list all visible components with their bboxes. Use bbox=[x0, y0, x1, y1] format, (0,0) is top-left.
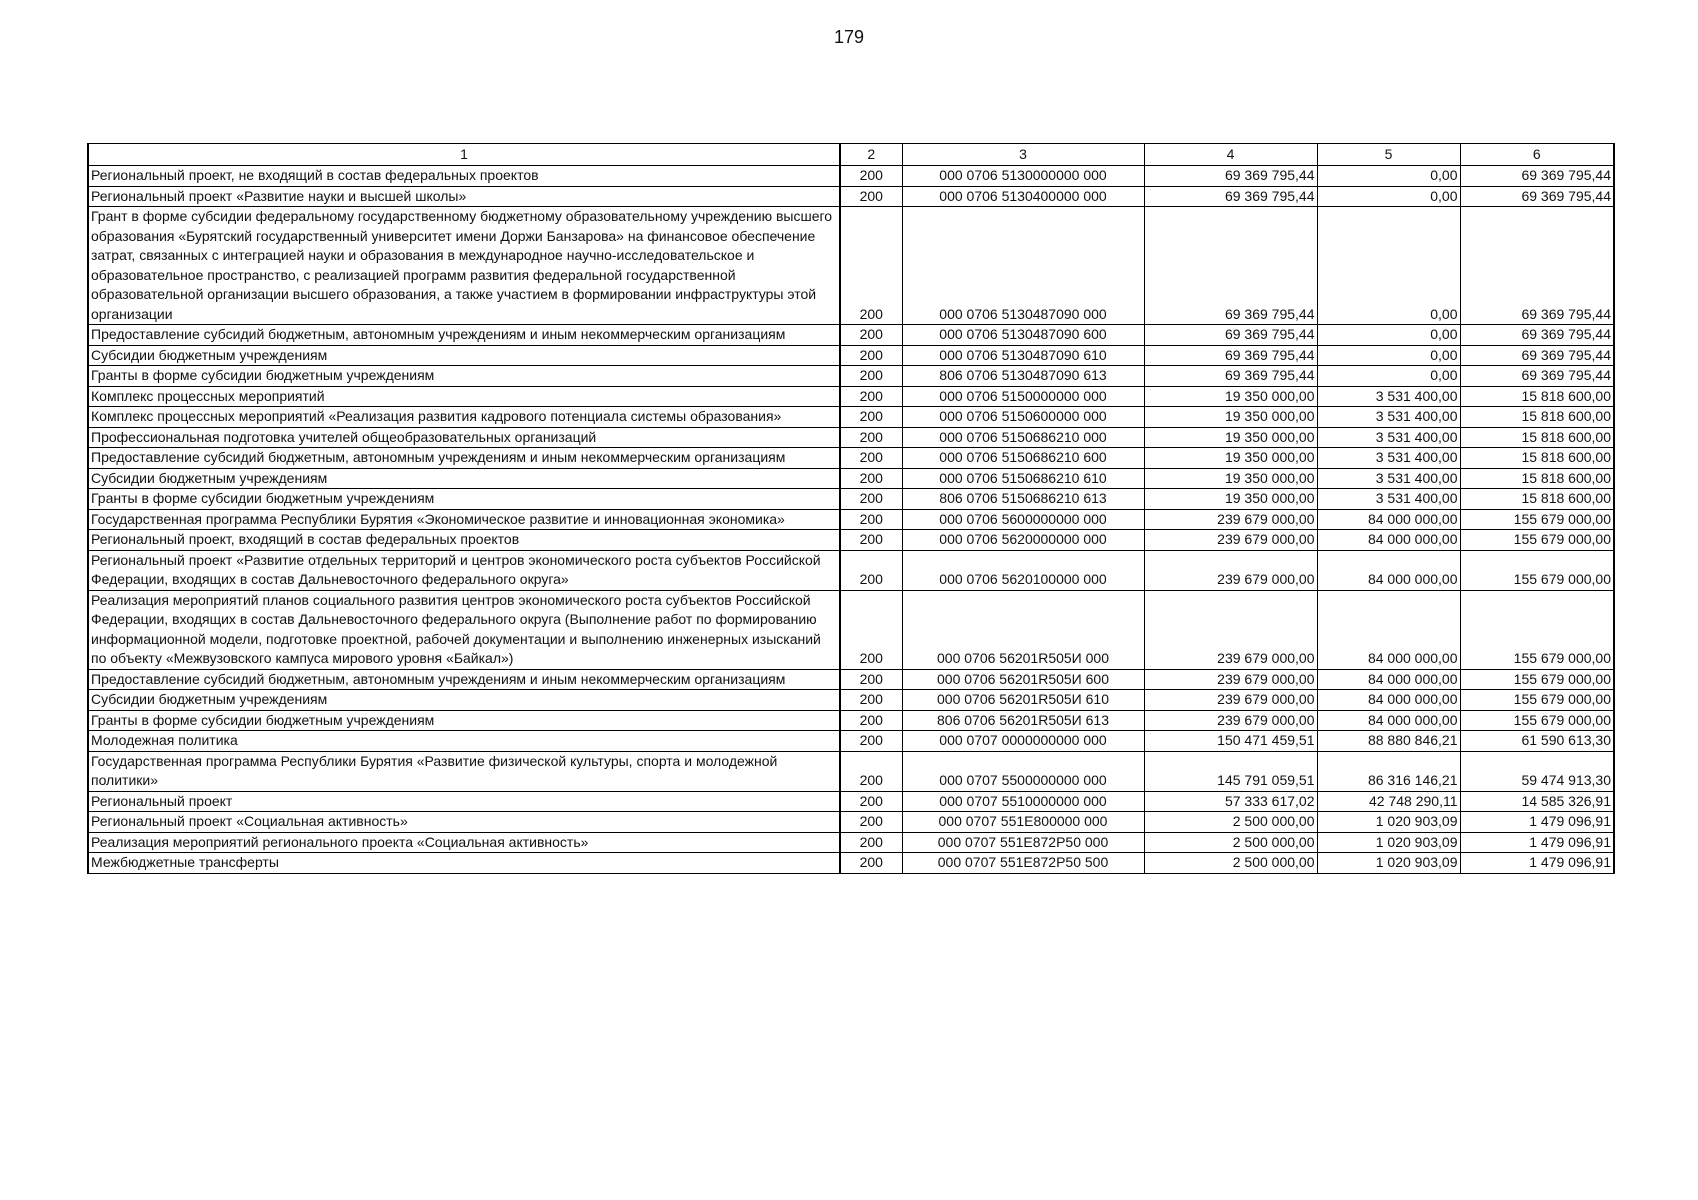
cell-approved: 69 369 795,44 bbox=[1144, 186, 1317, 207]
cell-grbs: 200 bbox=[840, 853, 902, 874]
cell-executed: 3 531 400,00 bbox=[1317, 489, 1460, 510]
cell-remaining: 69 369 795,44 bbox=[1460, 366, 1614, 387]
cell-remaining: 1 479 096,91 bbox=[1460, 853, 1614, 874]
cell-approved: 2 500 000,00 bbox=[1144, 812, 1317, 833]
cell-code: 000 0706 5130000000 000 bbox=[902, 166, 1144, 187]
cell-executed: 0,00 bbox=[1317, 345, 1460, 366]
cell-remaining: 15 818 600,00 bbox=[1460, 407, 1614, 428]
cell-code: 806 0706 5130487090 613 bbox=[902, 366, 1144, 387]
cell-grbs: 200 bbox=[840, 366, 902, 387]
table-row bbox=[88, 489, 1614, 510]
cell-name: Региональный проект, входящий в состав федеральных проектов bbox=[88, 530, 840, 551]
cell-approved: 19 350 000,00 bbox=[1144, 489, 1317, 510]
cell-name: Предоставление субсидий бюджетным, автономным учреждениям и иным некоммерческим организациям bbox=[88, 669, 840, 690]
cell-executed: 1 020 903,09 bbox=[1317, 832, 1460, 853]
cell-code: 000 0706 5600000000 000 bbox=[902, 509, 1144, 530]
cell-grbs: 200 bbox=[840, 690, 902, 711]
cell-code: 000 0707 551E800000 000 bbox=[902, 812, 1144, 833]
cell-name: Гранты в форме субсидии бюджетным учреждениям bbox=[88, 710, 840, 731]
table-row bbox=[88, 812, 1614, 833]
cell-name: Предоставление субсидий бюджетным, автономным учреждениям и иным некоммерческим организациям bbox=[88, 325, 840, 346]
cell-executed: 0,00 bbox=[1317, 166, 1460, 187]
cell-code: 000 0707 551E872P50 000 bbox=[902, 832, 1144, 853]
cell-grbs: 200 bbox=[840, 751, 902, 791]
cell-executed: 84 000 000,00 bbox=[1317, 669, 1460, 690]
header-row bbox=[88, 144, 1614, 166]
table-row bbox=[88, 468, 1614, 489]
cell-remaining: 69 369 795,44 bbox=[1460, 166, 1614, 187]
cell-name: Субсидии бюджетным учреждениям bbox=[88, 468, 840, 489]
cell-code: 000 0706 56201R505И 000 bbox=[902, 590, 1144, 669]
cell-grbs: 200 bbox=[840, 832, 902, 853]
cell-executed: 0,00 bbox=[1317, 325, 1460, 346]
cell-name: Субсидии бюджетным учреждениям bbox=[88, 345, 840, 366]
cell-grbs: 200 bbox=[840, 590, 902, 669]
cell-name: Государственная программа Республики Бурятия «Экономическое развитие и инновационная экономика» bbox=[88, 509, 840, 530]
cell-executed: 84 000 000,00 bbox=[1317, 710, 1460, 731]
cell-executed: 86 316 146,21 bbox=[1317, 751, 1460, 791]
table-row bbox=[88, 325, 1614, 346]
cell-name: Государственная программа Республики Бурятия «Развитие физической культуры, спорта и молодежной политики» bbox=[88, 751, 840, 791]
cell-code: 000 0706 5150686210 000 bbox=[902, 427, 1144, 448]
cell-name: Гранты в форме субсидии бюджетным учреждениям bbox=[88, 489, 840, 510]
cell-name: Гранты в форме субсидии бюджетным учреждениям bbox=[88, 366, 840, 387]
table-row bbox=[88, 853, 1614, 874]
cell-executed: 0,00 bbox=[1317, 366, 1460, 387]
cell-grbs: 200 bbox=[840, 791, 902, 812]
cell-approved: 239 679 000,00 bbox=[1144, 509, 1317, 530]
cell-remaining: 14 585 326,91 bbox=[1460, 791, 1614, 812]
cell-approved: 69 369 795,44 bbox=[1144, 325, 1317, 346]
cell-code: 000 0706 5150686210 610 bbox=[902, 468, 1144, 489]
cell-code: 806 0706 56201R505И 613 bbox=[902, 710, 1144, 731]
cell-name: Предоставление субсидий бюджетным, автономным учреждениям и иным некоммерческим организациям bbox=[88, 448, 840, 469]
cell-approved: 19 350 000,00 bbox=[1144, 468, 1317, 489]
cell-grbs: 200 bbox=[840, 166, 902, 187]
cell-remaining: 155 679 000,00 bbox=[1460, 509, 1614, 530]
col-header-2: 2 bbox=[840, 144, 902, 166]
cell-remaining: 15 818 600,00 bbox=[1460, 448, 1614, 469]
cell-approved: 57 333 617,02 bbox=[1144, 791, 1317, 812]
cell-approved: 19 350 000,00 bbox=[1144, 448, 1317, 469]
cell-approved: 19 350 000,00 bbox=[1144, 407, 1317, 428]
cell-name: Реализация мероприятий планов социального развития центров экономического роста субъектов Российской Федерации, входящих в состав Дальневосточного федерального округа (Выполнение работ по формированию информационной модели, подготовке проектной, рабочей документации и выполнению инженерных изысканий по объекту «Межвузовского кампуса мирового уровня «Байкал») bbox=[88, 590, 840, 669]
cell-code: 000 0706 5150686210 600 bbox=[902, 448, 1144, 469]
cell-remaining: 69 369 795,44 bbox=[1460, 345, 1614, 366]
table-row bbox=[88, 186, 1614, 207]
cell-grbs: 200 bbox=[840, 550, 902, 590]
table-row bbox=[88, 407, 1614, 428]
cell-code: 000 0706 5150000000 000 bbox=[902, 386, 1144, 407]
cell-approved: 69 369 795,44 bbox=[1144, 166, 1317, 187]
cell-approved: 2 500 000,00 bbox=[1144, 832, 1317, 853]
col-header-1: 1 bbox=[88, 144, 840, 166]
cell-approved: 69 369 795,44 bbox=[1144, 366, 1317, 387]
cell-grbs: 200 bbox=[840, 325, 902, 346]
cell-remaining: 1 479 096,91 bbox=[1460, 832, 1614, 853]
cell-code: 000 0707 551E872P50 500 bbox=[902, 853, 1144, 874]
table-row bbox=[88, 710, 1614, 731]
cell-approved: 239 679 000,00 bbox=[1144, 530, 1317, 551]
cell-approved: 145 791 059,51 bbox=[1144, 751, 1317, 791]
table-row bbox=[88, 791, 1614, 812]
cell-executed: 3 531 400,00 bbox=[1317, 468, 1460, 489]
cell-grbs: 200 bbox=[840, 407, 902, 428]
cell-remaining: 155 679 000,00 bbox=[1460, 550, 1614, 590]
table-row bbox=[88, 530, 1614, 551]
cell-code: 000 0707 5510000000 000 bbox=[902, 791, 1144, 812]
table-row bbox=[88, 731, 1614, 752]
table-row bbox=[88, 550, 1614, 590]
cell-grbs: 200 bbox=[840, 386, 902, 407]
cell-executed: 84 000 000,00 bbox=[1317, 530, 1460, 551]
cell-name: Молодежная политика bbox=[88, 731, 840, 752]
cell-name: Комплекс процессных мероприятий bbox=[88, 386, 840, 407]
table-body bbox=[88, 166, 1614, 874]
cell-remaining: 15 818 600,00 bbox=[1460, 386, 1614, 407]
cell-executed: 0,00 bbox=[1317, 207, 1460, 325]
cell-name: Региональный проект «Социальная активность» bbox=[88, 812, 840, 833]
cell-remaining: 59 474 913,30 bbox=[1460, 751, 1614, 791]
cell-code: 000 0707 5500000000 000 bbox=[902, 751, 1144, 791]
cell-grbs: 200 bbox=[840, 530, 902, 551]
cell-remaining: 155 679 000,00 bbox=[1460, 669, 1614, 690]
cell-executed: 3 531 400,00 bbox=[1317, 407, 1460, 428]
cell-code: 000 0706 5620000000 000 bbox=[902, 530, 1144, 551]
cell-executed: 84 000 000,00 bbox=[1317, 509, 1460, 530]
cell-name: Профессиональная подготовка учителей общеобразовательных организаций bbox=[88, 427, 840, 448]
table-row bbox=[88, 207, 1614, 325]
cell-remaining: 15 818 600,00 bbox=[1460, 427, 1614, 448]
cell-name: Межбюджетные трансферты bbox=[88, 853, 840, 874]
cell-remaining: 15 818 600,00 bbox=[1460, 468, 1614, 489]
table-row bbox=[88, 509, 1614, 530]
cell-remaining: 69 369 795,44 bbox=[1460, 186, 1614, 207]
cell-executed: 0,00 bbox=[1317, 186, 1460, 207]
cell-approved: 69 369 795,44 bbox=[1144, 207, 1317, 325]
cell-executed: 84 000 000,00 bbox=[1317, 550, 1460, 590]
cell-name: Субсидии бюджетным учреждениям bbox=[88, 690, 840, 711]
cell-executed: 84 000 000,00 bbox=[1317, 590, 1460, 669]
col-header-3: 3 bbox=[902, 144, 1144, 166]
page-number: 179 bbox=[833, 27, 865, 47]
cell-approved: 239 679 000,00 bbox=[1144, 710, 1317, 731]
cell-executed: 3 531 400,00 bbox=[1317, 448, 1460, 469]
cell-approved: 19 350 000,00 bbox=[1144, 386, 1317, 407]
cell-grbs: 200 bbox=[840, 468, 902, 489]
cell-code: 000 0706 5130487090 000 bbox=[902, 207, 1144, 325]
cell-executed: 42 748 290,11 bbox=[1317, 791, 1460, 812]
cell-grbs: 200 bbox=[840, 448, 902, 469]
table-row bbox=[88, 448, 1614, 469]
cell-code: 806 0706 5150686210 613 bbox=[902, 489, 1144, 510]
cell-code: 000 0706 5130487090 600 bbox=[902, 325, 1144, 346]
table-row bbox=[88, 751, 1614, 791]
cell-grbs: 200 bbox=[840, 207, 902, 325]
cell-executed: 1 020 903,09 bbox=[1317, 853, 1460, 874]
cell-name: Региональный проект bbox=[88, 791, 840, 812]
cell-approved: 239 679 000,00 bbox=[1144, 590, 1317, 669]
cell-approved: 239 679 000,00 bbox=[1144, 669, 1317, 690]
cell-code: 000 0706 56201R505И 600 bbox=[902, 669, 1144, 690]
cell-executed: 1 020 903,09 bbox=[1317, 812, 1460, 833]
cell-grbs: 200 bbox=[840, 710, 902, 731]
cell-grbs: 200 bbox=[840, 731, 902, 752]
cell-remaining: 155 679 000,00 bbox=[1460, 590, 1614, 669]
cell-name: Региональный проект «Развитие науки и высшей школы» bbox=[88, 186, 840, 207]
cell-executed: 84 000 000,00 bbox=[1317, 690, 1460, 711]
col-header-6: 6 bbox=[1460, 144, 1614, 166]
table-row bbox=[88, 832, 1614, 853]
col-header-4: 4 bbox=[1144, 144, 1317, 166]
cell-remaining: 155 679 000,00 bbox=[1460, 690, 1614, 711]
table-row bbox=[88, 690, 1614, 711]
cell-approved: 150 471 459,51 bbox=[1144, 731, 1317, 752]
cell-name: Грант в форме субсидии федеральному государственному бюджетному образовательному учреждению высшего образования «Бурятский государственный университет имени Доржи Банзарова» на финансовое обеспечение затрат, связанных с интеграцией науки и образования в международное научно-исследовательское и образовательное пространство, с реализацией программ развития федеральной государственной образовательной организации высшего образования, а также участием в формировании инфраструктуры этой организации bbox=[88, 207, 840, 325]
cell-name: Комплекс процессных мероприятий «Реализация развития кадрового потенциала системы образования» bbox=[88, 407, 840, 428]
cell-code: 000 0706 5150600000 000 bbox=[902, 407, 1144, 428]
cell-code: 000 0706 5620100000 000 bbox=[902, 550, 1144, 590]
table-row bbox=[88, 669, 1614, 690]
cell-approved: 69 369 795,44 bbox=[1144, 345, 1317, 366]
table-row bbox=[88, 427, 1614, 448]
cell-name: Региональный проект, не входящий в состав федеральных проектов bbox=[88, 166, 840, 187]
budget-table bbox=[87, 143, 1615, 874]
cell-remaining: 15 818 600,00 bbox=[1460, 489, 1614, 510]
cell-grbs: 200 bbox=[840, 345, 902, 366]
col-header-5: 5 bbox=[1317, 144, 1460, 166]
cell-code: 000 0707 0000000000 000 bbox=[902, 731, 1144, 752]
cell-executed: 3 531 400,00 bbox=[1317, 427, 1460, 448]
cell-name: Региональный проект «Развитие отдельных территорий и центров экономического роста субъектов Российской Федерации, входящих в состав Дальневосточного федерального округа» bbox=[88, 550, 840, 590]
cell-remaining: 1 479 096,91 bbox=[1460, 812, 1614, 833]
cell-remaining: 155 679 000,00 bbox=[1460, 530, 1614, 551]
cell-grbs: 200 bbox=[840, 489, 902, 510]
cell-grbs: 200 bbox=[840, 186, 902, 207]
cell-code: 000 0706 56201R505И 610 bbox=[902, 690, 1144, 711]
cell-executed: 3 531 400,00 bbox=[1317, 386, 1460, 407]
table-row bbox=[88, 345, 1614, 366]
cell-executed: 88 880 846,21 bbox=[1317, 731, 1460, 752]
cell-grbs: 200 bbox=[840, 427, 902, 448]
table-row bbox=[88, 366, 1614, 387]
cell-grbs: 200 bbox=[840, 812, 902, 833]
cell-code: 000 0706 5130487090 610 bbox=[902, 345, 1144, 366]
cell-approved: 239 679 000,00 bbox=[1144, 550, 1317, 590]
cell-remaining: 61 590 613,30 bbox=[1460, 731, 1614, 752]
cell-remaining: 155 679 000,00 bbox=[1460, 710, 1614, 731]
table-row bbox=[88, 386, 1614, 407]
cell-code: 000 0706 5130400000 000 bbox=[902, 186, 1144, 207]
cell-approved: 2 500 000,00 bbox=[1144, 853, 1317, 874]
cell-name: Реализация мероприятий регионального проекта «Социальная активность» bbox=[88, 832, 840, 853]
cell-remaining: 69 369 795,44 bbox=[1460, 325, 1614, 346]
table-row bbox=[88, 590, 1614, 669]
cell-grbs: 200 bbox=[840, 669, 902, 690]
cell-approved: 239 679 000,00 bbox=[1144, 690, 1317, 711]
cell-remaining: 69 369 795,44 bbox=[1460, 207, 1614, 325]
cell-grbs: 200 bbox=[840, 509, 902, 530]
table-row bbox=[88, 166, 1614, 187]
cell-approved: 19 350 000,00 bbox=[1144, 427, 1317, 448]
